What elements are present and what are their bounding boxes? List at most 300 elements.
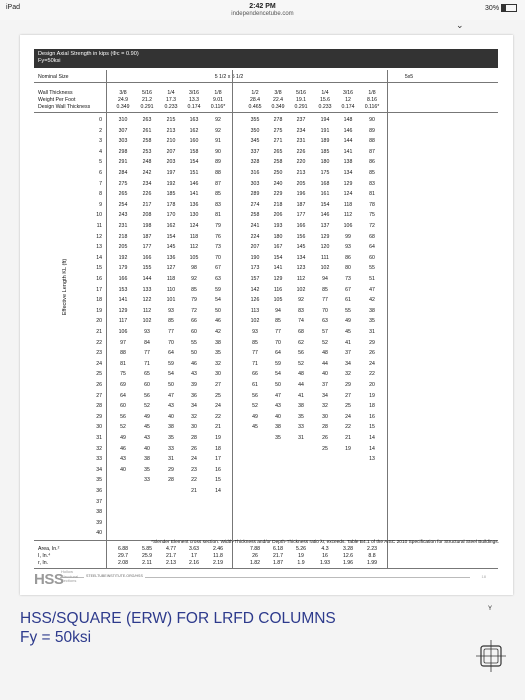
strength-cell: 20 [369, 382, 375, 388]
strength-cell: 167 [273, 244, 283, 251]
strength-cell: 80 [345, 265, 351, 272]
wall-thickness-value: 5/16 [295, 90, 307, 96]
strength-cell: 32 [322, 403, 328, 410]
strength-cell: 117 [118, 318, 128, 325]
effective-length-value: 11 [96, 223, 102, 229]
strength-cell: 130 [189, 212, 199, 219]
strength-cell: 208 [142, 212, 152, 219]
strength-cell: 168 [320, 180, 330, 187]
strength-cell: 19 [369, 392, 375, 399]
strength-cell: 25 [345, 403, 351, 410]
strength-cell: 64 [369, 244, 375, 251]
strength-cell: 85 [275, 318, 281, 325]
strength-cell: 60 [191, 329, 197, 335]
header-strength: Design Axial Strength in kips (Φc = 0.90) [38, 51, 139, 57]
weight-value: 21.2 [141, 97, 153, 103]
strength-cell: 35 [168, 435, 174, 441]
strength-cell: 213 [296, 170, 306, 176]
strength-cell: 43 [191, 371, 197, 378]
title-line-1: HSS/SQUARE (ERW) FOR LRFD COLUMNS [20, 610, 336, 627]
effective-length-value: 31 [96, 435, 102, 441]
strength-cell: 50 [191, 350, 197, 357]
wall-thickness-value: 1/8 [214, 90, 222, 96]
strength-cell: 77 [252, 350, 258, 357]
strength-cell: 92 [215, 127, 221, 134]
strength-cell: 43 [120, 456, 126, 463]
strength-cell: 50 [168, 382, 174, 388]
design-wall-label: Design Wall Thickness [38, 104, 91, 110]
strength-cell: 52 [322, 339, 328, 346]
strength-cell: 173 [250, 265, 260, 272]
strength-cell: 229 [273, 191, 283, 198]
strength-cell: 76 [215, 233, 221, 240]
strength-cell: 310 [118, 117, 128, 123]
strength-cell: 126 [250, 297, 260, 304]
strength-cell: 45 [144, 424, 150, 431]
strength-cell: 47 [275, 392, 281, 399]
strength-cell: 94 [322, 276, 328, 282]
strength-cell: 54 [168, 371, 174, 378]
strength-cell: 112 [296, 276, 306, 282]
strength-cell: 70 [322, 307, 328, 314]
radius-value: 1.87 [272, 560, 284, 566]
strength-cell: 154 [320, 201, 330, 208]
strength-cell: 83 [298, 307, 304, 314]
strength-cell: 32 [215, 360, 221, 367]
strength-cell: 177 [142, 244, 152, 251]
strength-cell: 44 [298, 382, 304, 388]
strength-cell: 142 [250, 286, 260, 293]
strength-cell: 69 [120, 382, 126, 388]
strength-cell: 141 [189, 191, 199, 198]
strength-cell: 170 [166, 212, 176, 219]
strength-cell: 234 [296, 127, 306, 134]
area-value: 3.63 [188, 546, 200, 552]
strength-cell: 153 [118, 286, 128, 293]
strength-cell: 55 [345, 307, 351, 314]
strength-cell: 118 [166, 276, 176, 282]
strength-cell: 218 [273, 201, 283, 208]
inertia-value: 26 [252, 553, 258, 559]
strength-cell: 144 [343, 138, 353, 145]
radius-value: 2.16 [188, 560, 200, 566]
strength-cell: 40 [168, 413, 174, 420]
strength-cell: 127 [166, 265, 176, 272]
strength-cell: 197 [166, 170, 176, 176]
strength-cell: 284 [118, 170, 128, 176]
area-value: 6.18 [272, 546, 284, 552]
strength-cell: 27 [215, 382, 221, 388]
document-page [20, 35, 513, 595]
strength-cell: 194 [320, 117, 330, 123]
strength-cell: 57 [322, 329, 328, 335]
strength-cell: 163 [189, 117, 199, 123]
strength-cell: 206 [273, 212, 283, 219]
effective-length-value: 30 [96, 424, 102, 431]
strength-cell: 141 [273, 265, 283, 272]
strength-cell: 116 [273, 286, 283, 293]
design-wall-value: 0.465 [248, 104, 262, 110]
strength-cell: 157 [250, 276, 260, 282]
strength-cell: 34 [191, 403, 197, 410]
design-wall-value: 0.116* [210, 104, 226, 110]
effective-length-value: 4 [99, 148, 102, 155]
strength-cell: 243 [118, 212, 128, 219]
strength-cell: 25 [215, 392, 221, 399]
strength-cell: 21 [215, 424, 221, 431]
hss-logo: HSS [34, 571, 64, 588]
effective-length-value: 19 [96, 307, 102, 314]
strength-cell: 217 [142, 201, 152, 208]
design-wall-value: 0.291 [294, 104, 308, 110]
strength-cell: 154 [273, 254, 283, 261]
inertia-value: 25.9 [141, 553, 153, 559]
strength-cell: 38 [298, 403, 304, 410]
strength-cell: 14 [369, 435, 375, 441]
strength-cell: 35 [369, 318, 375, 325]
table-header-bar [34, 49, 498, 68]
radius-value: 1.82 [249, 560, 261, 566]
strength-cell: 93 [252, 329, 258, 335]
strength-cell: 59 [168, 360, 174, 367]
address-url[interactable]: independencetube.com [231, 11, 294, 17]
strength-cell: 158 [189, 148, 199, 155]
strength-cell: 50 [275, 382, 281, 388]
radius-value: 1.99 [366, 560, 378, 566]
strength-cell: 99 [345, 233, 351, 240]
strength-cell: 59 [215, 286, 221, 293]
weight-label: Weight Per Foot [38, 97, 76, 103]
strength-cell: 93 [168, 307, 174, 314]
strength-cell: 88 [215, 170, 221, 176]
strength-cell: 32 [345, 371, 351, 378]
strength-cell: 215 [166, 117, 176, 123]
strength-cell: 64 [275, 350, 281, 357]
strength-cell: 129 [273, 276, 283, 282]
inertia-value: 11.8 [213, 553, 223, 559]
area-value: 7.88 [249, 546, 261, 552]
strength-cell: 16 [215, 466, 221, 473]
strength-cell: 30 [191, 424, 197, 431]
strength-cell: 48 [322, 350, 328, 357]
strength-cell: 129 [118, 307, 128, 314]
strength-cell: 289 [250, 191, 260, 198]
strength-cell: 16 [369, 413, 375, 420]
inertia-value: 21.7 [272, 553, 284, 559]
inertia-value: 12.6 [342, 553, 354, 559]
strength-cell: 97 [120, 339, 126, 346]
strength-cell: 190 [250, 254, 260, 261]
effective-length-value: 18 [96, 297, 102, 304]
strength-cell: 34 [322, 392, 328, 399]
effective-length-value: 9 [99, 201, 102, 208]
strength-cell: 22 [369, 371, 375, 378]
strength-cell: 41 [298, 392, 304, 399]
strength-cell: 24 [191, 456, 197, 463]
strength-cell: 29 [369, 339, 375, 346]
strength-cell: 72 [191, 307, 197, 314]
strength-cell: 70 [215, 254, 221, 261]
strength-cell: 68 [369, 233, 375, 240]
strength-cell: 22 [191, 477, 197, 484]
strength-cell: 15 [215, 477, 221, 484]
strength-cell: 75 [120, 371, 126, 378]
strength-cell: 93 [345, 244, 351, 251]
strength-cell: 271 [273, 138, 283, 145]
effective-length-value: 35 [96, 477, 102, 484]
strength-cell: 178 [166, 201, 176, 208]
strength-cell: 307 [118, 127, 128, 134]
battery-icon [501, 4, 517, 12]
weight-value: 19.1 [295, 97, 307, 103]
wall-thickness-value: 3/8 [119, 90, 127, 96]
strength-cell: 77 [322, 297, 328, 304]
header-fy: Fy=50ksi [38, 58, 61, 64]
strength-cell: 71 [252, 360, 258, 367]
strength-cell: 32 [191, 413, 197, 420]
group-label-2: 5x5 [404, 74, 414, 80]
strength-cell: 86 [369, 159, 375, 166]
strength-cell: 90 [369, 117, 375, 123]
strength-cell: 64 [120, 392, 126, 399]
strength-cell: 79 [191, 297, 197, 304]
strength-cell: 54 [275, 371, 281, 378]
effective-length-value: 6 [99, 170, 102, 176]
strength-cell: 49 [144, 413, 150, 420]
strength-cell: 106 [118, 329, 128, 335]
strength-cell: 205 [118, 244, 128, 251]
strength-cell: 45 [252, 424, 258, 431]
strength-cell: 19 [345, 445, 351, 452]
wall-thickness-label: Wall Thickness [38, 90, 73, 96]
strength-cell: 55 [369, 265, 375, 272]
area-value: 5.85 [141, 546, 153, 552]
weight-value: 9.01 [212, 97, 224, 103]
strength-cell: 102 [250, 318, 260, 325]
strength-cell: 75 [369, 212, 375, 219]
strength-cell: 31 [369, 329, 375, 335]
figure-axis-y: Y [488, 606, 493, 612]
strength-cell: 134 [296, 254, 306, 261]
strength-cell: 43 [144, 435, 150, 441]
strength-cell: 274 [250, 201, 260, 208]
strength-cell: 31 [298, 435, 304, 441]
strength-cell: 55 [191, 339, 197, 346]
y-arrow-icon: ⌄ [456, 20, 464, 30]
strength-cell: 162 [189, 127, 199, 134]
strength-cell: 112 [189, 244, 199, 251]
strength-cell: 46 [191, 360, 197, 367]
strength-cell: 187 [296, 201, 306, 208]
strength-cell: 210 [166, 138, 176, 145]
radius-value: 2.08 [117, 560, 129, 566]
strength-cell: 40 [275, 413, 281, 420]
strength-cell: 92 [298, 297, 304, 304]
square-section-icon [476, 640, 506, 672]
design-wall-value: 0.349 [271, 104, 285, 110]
strength-cell: 74 [298, 318, 304, 325]
strength-cell: 148 [343, 117, 353, 123]
effective-length-value: 32 [96, 445, 102, 452]
strength-cell: 189 [320, 138, 330, 145]
effective-length-value: 12 [96, 233, 102, 240]
strength-cell: 146 [320, 212, 330, 219]
strength-cell: 185 [166, 191, 176, 198]
radius-value: 1.93 [319, 560, 331, 566]
strength-cell: 85 [191, 286, 197, 293]
strength-cell: 62 [298, 339, 304, 346]
title-line-2: Fy = 50ksi [20, 629, 92, 646]
strength-cell: 13 [369, 456, 375, 463]
strength-cell: 48 [298, 371, 304, 378]
strength-cell: 45 [345, 329, 351, 335]
strength-cell: 180 [273, 233, 283, 240]
strength-cell: 141 [343, 148, 353, 155]
strength-cell: 39 [191, 382, 197, 388]
design-wall-value: 0.291 [140, 104, 154, 110]
strength-cell: 59 [275, 360, 281, 367]
strength-cell: 265 [118, 191, 128, 198]
strength-cell: 29 [168, 466, 174, 473]
strength-cell: 40 [322, 371, 328, 378]
strength-cell: 133 [142, 286, 152, 293]
strength-cell: 85 [252, 339, 258, 346]
strength-cell: 179 [118, 265, 128, 272]
strength-cell: 90 [215, 148, 221, 155]
effective-length-value: 7 [99, 180, 102, 187]
weight-value: 17.3 [165, 97, 177, 103]
wall-thickness-value: 1/8 [368, 90, 376, 96]
area-value: 4.77 [165, 546, 177, 552]
strength-cell: 303 [118, 138, 128, 145]
effective-length-value: 16 [96, 276, 102, 282]
strength-cell: 56 [252, 392, 258, 399]
effective-length-value: 17 [96, 286, 102, 293]
device-label: iPad [6, 4, 21, 11]
clock: 2:42 PM [249, 3, 276, 10]
strength-cell: 226 [296, 148, 306, 155]
strength-cell: 24 [369, 360, 375, 367]
strength-cell: 192 [166, 180, 176, 187]
y-axis-label: Effective Length KL (ft) [62, 258, 68, 316]
strength-cell: 250 [273, 170, 283, 176]
strength-cell: 41 [345, 339, 351, 346]
strength-cell: 73 [215, 244, 221, 251]
strength-cell: 89 [369, 127, 375, 134]
strength-cell: 35 [298, 413, 304, 420]
strength-cell: 110 [166, 286, 176, 293]
effective-length-value: 37 [96, 498, 102, 505]
strength-cell: 35 [144, 466, 150, 473]
strength-cell: 124 [343, 191, 353, 198]
strength-cell: 113 [250, 307, 260, 314]
footer-website[interactable]: STEELTUBEINSTITUTE.ORG/HSS [86, 574, 143, 578]
strength-cell: 18 [369, 403, 375, 410]
wall-thickness-value: 1/4 [167, 90, 175, 96]
strength-cell: 60 [144, 382, 150, 388]
strength-cell: 87 [215, 180, 221, 187]
effective-length-value: 8 [99, 191, 102, 198]
strength-cell: 261 [142, 127, 152, 134]
strength-cell: 30 [215, 371, 221, 378]
effective-length-value: 5 [99, 159, 102, 166]
strength-cell: 275 [273, 127, 283, 134]
design-wall-value: 0.174 [341, 104, 355, 110]
strength-cell: 18 [215, 445, 221, 452]
strength-cell: 161 [320, 191, 330, 198]
strength-cell: 162 [166, 223, 176, 229]
inertia-value: 29.7 [117, 553, 129, 559]
effective-length-value: 36 [96, 488, 102, 494]
strength-cell: 54 [215, 297, 221, 304]
strength-cell: 91 [215, 138, 221, 145]
strength-cell: 81 [120, 360, 126, 367]
strength-cell: 355 [250, 117, 260, 123]
effective-length-value: 13 [96, 244, 102, 251]
strength-cell: 231 [118, 223, 128, 229]
strength-cell: 33 [144, 477, 150, 484]
strength-cell: 65 [144, 371, 150, 378]
effective-length-value: 21 [96, 329, 102, 335]
wall-thickness-value: 3/16 [342, 90, 354, 96]
strength-cell: 72 [369, 223, 375, 229]
weight-value: 12 [345, 97, 351, 103]
strength-cell: 29 [345, 382, 351, 388]
effective-length-value: 23 [96, 350, 102, 357]
strength-cell: 37 [322, 382, 328, 388]
strength-cell: 60 [120, 403, 126, 410]
strength-cell: 56 [298, 350, 304, 357]
strength-cell: 56 [144, 392, 150, 399]
strength-cell: 141 [118, 297, 128, 304]
strength-cell: 46 [120, 445, 126, 452]
strength-cell: 118 [343, 201, 353, 208]
effective-length-value: 25 [96, 371, 102, 378]
strength-cell: 34 [345, 360, 351, 367]
strength-cell: 28 [322, 424, 328, 431]
strength-cell: 83 [215, 201, 221, 208]
strength-cell: 240 [273, 180, 283, 187]
strength-cell: 146 [189, 180, 199, 187]
strength-cell: 248 [142, 159, 152, 166]
design-wall-value: 0.233 [318, 104, 332, 110]
strength-cell: 89 [215, 159, 221, 166]
strength-cell: 198 [142, 223, 152, 229]
strength-cell: 123 [296, 265, 306, 272]
battery-indicator [485, 4, 517, 12]
strength-cell: 102 [296, 286, 306, 293]
strength-cell: 42 [215, 329, 221, 335]
strength-cell: 43 [168, 403, 174, 410]
strength-cell: 102 [320, 265, 330, 272]
strength-cell: 137 [320, 223, 330, 229]
strength-cell: 350 [250, 127, 260, 134]
strength-cell: 27 [345, 392, 351, 399]
effective-length-value: 3 [99, 138, 102, 145]
strength-cell: 25 [322, 445, 328, 452]
strength-cell: 112 [142, 307, 152, 314]
strength-cell: 81 [369, 191, 375, 198]
radius-value: 2.19 [212, 560, 224, 566]
strength-cell: 26 [191, 445, 197, 452]
page-number: 18 [481, 574, 486, 579]
strength-cell: 155 [142, 265, 152, 272]
strength-cell: 81 [215, 212, 221, 219]
area-value: 6.88 [117, 546, 129, 552]
strength-cell: 136 [166, 254, 176, 261]
strength-cell: 35 [215, 350, 221, 357]
strength-cell: 241 [250, 223, 260, 229]
